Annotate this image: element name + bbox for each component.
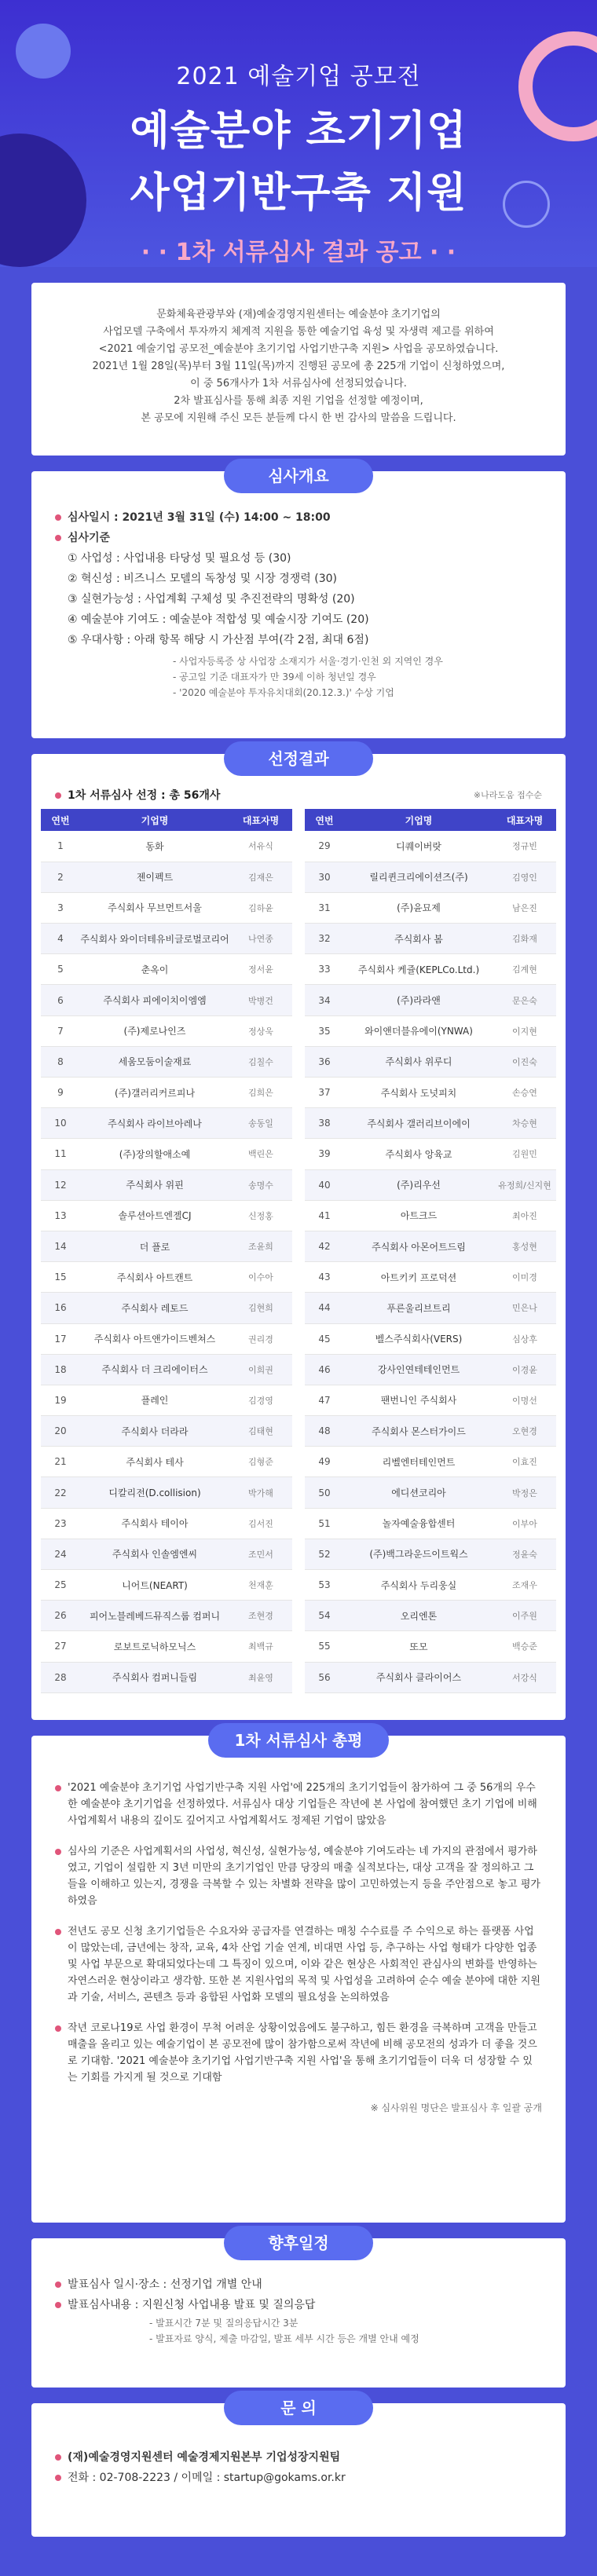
table-row — [305, 831, 556, 862]
section-title-contact: 문 의 — [224, 2391, 373, 2425]
comment-paragraph: 심사의 기준은 사업계획서의 사업성, 혁신성, 실현가능성, 예술분야 기여도라는 네 가지의 관점에서 평가하였고, 기업이 설립한 지 3년 미만의 초기기업인 만큼 당장의 매출 실적보다는, 대상 고객을 잘 정의하고 그들을 이해하고 있는지, 경쟁을 극복할 수 있는 차별화 전략을 많이 고민하였는지 등을 주안점으로 놓고 평가하였음 — [55, 1843, 542, 1909]
comment-paragraph: 작년 코로나19로 사업 환경이 무척 어려운 상황이었음에도 불구하고, 힘든 환경을 극복하며 고객을 만들고 매출을 올리고 있는 예술기업이 본 공모전에 많이 참가함으로써 작년에 비해 공모전의 성과가 더 좋을 것으로 기대함. '2021 예술분야 초기기업 사업기반구축 지원 사업'을 통해 초기기업들이 더욱 더 성장할 수 있는 기회를 가지게 될 것으로 기대함 — [55, 2020, 542, 2086]
cell-company: 주식회사 인솔엠엔씨 — [80, 1539, 229, 1569]
cell-ceo: 최윤영 — [229, 1662, 292, 1692]
cell-ceo: 차승현 — [493, 1108, 556, 1139]
cell-no: 7 — [41, 1015, 80, 1046]
criteria-list — [55, 548, 542, 650]
hero-subtitle: 2021 예술기업 공모전 — [176, 63, 421, 90]
col-ceo: 대표자명 — [229, 809, 292, 831]
cell-ceo: 신정홍 — [229, 1200, 292, 1231]
cell-no: 31 — [305, 892, 344, 923]
cell-no: 48 — [305, 1416, 344, 1447]
table-row — [305, 1139, 556, 1169]
cell-no: 40 — [305, 1169, 344, 1200]
table-row — [305, 1354, 556, 1385]
cell-no: 17 — [41, 1323, 80, 1354]
review-criteria-title: 심사기준 — [55, 528, 542, 548]
cell-ceo: 조재우 — [493, 1570, 556, 1601]
cell-company: 주식회사 아트캔트 — [80, 1262, 229, 1293]
cell-no: 45 — [305, 1323, 344, 1354]
table-row — [305, 1169, 556, 1200]
cell-ceo: 김원민 — [493, 1139, 556, 1169]
cell-ceo: 이명선 — [493, 1385, 556, 1415]
cell-no: 52 — [305, 1539, 344, 1569]
cell-company: 리벨엔터테인먼트 — [344, 1447, 493, 1477]
cell-no: 3 — [41, 892, 80, 923]
table-row — [305, 892, 556, 923]
cell-ceo: 송명수 — [229, 1169, 292, 1200]
table-row — [305, 1662, 556, 1692]
hero-result: · · 1차 서류심사 결과 공고 · · — [141, 239, 456, 266]
comments-footnote: ※ 심사위원 명단은 발표심사 후 일괄 공개 — [370, 2102, 542, 2113]
cell-ceo: 이경윤 — [493, 1354, 556, 1385]
cell-company: 주식회사 클라이어스 — [344, 1662, 493, 1692]
hero-title-1: 예술분야 초기기업 — [130, 108, 467, 155]
cell-company: 디퀘이버랏 — [344, 831, 493, 862]
cell-company: 주식회사 도넛피치 — [344, 1078, 493, 1108]
comments-card — [31, 1731, 566, 2223]
bullet-icon — [55, 1849, 61, 1855]
cell-no: 54 — [305, 1601, 344, 1631]
table-row — [305, 1601, 556, 1631]
cell-ceo: 김화재 — [493, 924, 556, 954]
selection-table-right — [305, 809, 556, 1693]
table-row — [305, 1416, 556, 1447]
review-content — [55, 507, 542, 701]
review-card — [31, 467, 566, 738]
cell-no: 18 — [41, 1354, 80, 1385]
hero-banner — [0, 0, 597, 267]
cell-company: 피어노블레베드뮤직스룹 컴퍼니 — [80, 1601, 229, 1631]
selection-note: ※나라도움 접수순 — [473, 790, 542, 800]
cell-ceo: 이주원 — [493, 1601, 556, 1631]
cell-no: 2 — [41, 862, 80, 892]
cell-company: 주식회사 몬스터가이드 — [344, 1416, 493, 1447]
cell-ceo: 유정희/신지현 — [493, 1169, 556, 1200]
cell-company: 주식회사 레토드 — [80, 1293, 229, 1323]
table-row — [41, 1631, 292, 1662]
cell-ceo: 이희권 — [229, 1354, 292, 1385]
schedule-note: - 발표시간 7분 및 질의응답시간 3분 — [149, 2318, 298, 2329]
table-row — [41, 1508, 292, 1539]
cell-no: 5 — [41, 954, 80, 985]
cell-no: 14 — [41, 1231, 80, 1261]
cell-ceo: 서유식 — [229, 831, 292, 862]
cell-company: 주식회사 더라라 — [80, 1416, 229, 1447]
table-row — [305, 1477, 556, 1508]
table-row — [41, 924, 292, 954]
cell-no: 41 — [305, 1200, 344, 1231]
cell-ceo: 김태현 — [229, 1416, 292, 1447]
cell-ceo: 조윤희 — [229, 1231, 292, 1261]
cell-no: 26 — [41, 1601, 80, 1631]
cell-no: 33 — [305, 954, 344, 985]
cell-company: (주)라라앤 — [344, 985, 493, 1015]
cell-no: 6 — [41, 985, 80, 1015]
cell-company: 세움모둠이술재료 — [80, 1046, 229, 1077]
cell-company: 주식회사 컴퍼니들림 — [80, 1662, 229, 1692]
table-row — [41, 1200, 292, 1231]
cell-ceo: 이미경 — [493, 1262, 556, 1293]
cell-company: 팬번니인 주식회사 — [344, 1385, 493, 1415]
cell-ceo: 김영인 — [493, 862, 556, 892]
cell-ceo: 나연종 — [229, 924, 292, 954]
cell-ceo: 박가해 — [229, 1477, 292, 1508]
bullet-icon — [55, 2302, 61, 2308]
table-row — [305, 954, 556, 985]
cell-company: 주식회사 앙육교 — [344, 1139, 493, 1169]
table-row — [305, 1078, 556, 1108]
table-row — [41, 1662, 292, 1692]
cell-no: 20 — [41, 1416, 80, 1447]
cell-ceo: 최백규 — [229, 1631, 292, 1662]
cell-company: (주)제로나인즈 — [80, 1015, 229, 1046]
cell-no: 27 — [41, 1631, 80, 1662]
cell-no: 15 — [41, 1262, 80, 1293]
cell-ceo: 민은나 — [493, 1293, 556, 1323]
cell-no: 10 — [41, 1108, 80, 1139]
cell-ceo: 조민서 — [229, 1539, 292, 1569]
cell-company: 오리엔톤 — [344, 1601, 493, 1631]
cell-company: 솔루션아트엔젤CJ — [80, 1200, 229, 1231]
criteria-item: ④ 예술분야 기여도 : 예술분야 적합성 및 예술시장 기여도 (20) — [68, 613, 369, 626]
cell-company: (주)갤러리커르피나 — [80, 1078, 229, 1108]
cell-ceo: 오현경 — [493, 1416, 556, 1447]
cell-company: (주)장의할애소예 — [80, 1139, 229, 1169]
cell-no: 35 — [305, 1015, 344, 1046]
cell-company: 더 플로 — [80, 1231, 229, 1261]
table-row — [41, 1477, 292, 1508]
cell-no: 25 — [41, 1570, 80, 1601]
table-row — [41, 1108, 292, 1139]
cell-ceo: 이지현 — [493, 1015, 556, 1046]
cell-ceo: 이효진 — [493, 1447, 556, 1477]
cell-no: 36 — [305, 1046, 344, 1077]
table-row — [41, 1323, 292, 1354]
cell-ceo: 백린은 — [229, 1139, 292, 1169]
cell-ceo: 이부아 — [493, 1508, 556, 1539]
cell-no: 47 — [305, 1385, 344, 1415]
cell-ceo: 최아진 — [493, 1200, 556, 1231]
comment-paragraph: 전년도 공모 신청 초기기업들은 수요자와 공급자를 연결하는 매칭 수수료를 주 수익으로 하는 플랫폼 사업이 많았는데, 금년에는 창작, 교육, 4차 산업 기술 연계, 비대면 사업 등, 추구하는 사업 형태가 다양한 업종 및 사업 부문으로 확대되었다는데 그 특징이 있으며, 이와 같은 현상은 사회적인 관심사의 변화를 반영하는 자연스러운 현상이라고 생각함. 또한 본 지원사업의 목적 및 사업성을 고려하여 순수 예술 분야에 대한 지원과 기술, 서비스, 콘텐츠 등과 융합된 사업화 모델의 필요성을 논의하였음 — [55, 1923, 542, 2006]
table-row — [305, 1200, 556, 1231]
table-row — [305, 1323, 556, 1354]
col-company: 기업명 — [80, 809, 229, 831]
cell-ceo: 김서진 — [229, 1508, 292, 1539]
schedule-content — [55, 2274, 542, 2347]
cell-company: 주식회사 케쥴(KEPLCo.Ltd.) — [344, 954, 493, 985]
cell-no: 51 — [305, 1508, 344, 1539]
bullet-icon — [55, 792, 61, 799]
cell-ceo: 박병건 — [229, 985, 292, 1015]
table-row — [305, 1015, 556, 1046]
cell-company: 주식회사 와이더테유비글로벌코리어 — [80, 924, 229, 954]
criteria-item: ⑤ 우대사항 : 아래 항목 해당 시 가산점 부여(각 2점, 최대 6점) — [68, 634, 369, 646]
table-row — [41, 954, 292, 985]
cell-no: 22 — [41, 1477, 80, 1508]
cell-no: 16 — [41, 1293, 80, 1323]
contact-phone: 전화 : 02-708-2223 / 이메일 : startup@gokams.or.kr — [55, 2468, 542, 2488]
cell-no: 23 — [41, 1508, 80, 1539]
cell-ceo: 정서윤 — [229, 954, 292, 985]
bullet-icon — [55, 514, 61, 521]
bullet-icon — [55, 1785, 61, 1791]
table-row — [41, 1601, 292, 1631]
cell-ceo: 이수아 — [229, 1262, 292, 1293]
schedule-card — [31, 2234, 566, 2388]
cell-no: 53 — [305, 1570, 344, 1601]
cell-company: (주)리우선 — [344, 1169, 493, 1200]
selection-count: 1차 서류심사 선정 : 총 56개사 — [55, 787, 220, 803]
schedule-item: 발표심사 일시·장소 : 선정기업 개별 안내 — [55, 2274, 542, 2295]
table-row — [305, 985, 556, 1015]
table-row — [305, 1231, 556, 1261]
criteria-notes — [55, 653, 542, 701]
cell-company: 젠이펙트 — [80, 862, 229, 892]
cell-company: 주식회사 아트앤가이드벤쳐스 — [80, 1323, 229, 1354]
cell-no: 29 — [305, 831, 344, 862]
col-no: 연번 — [305, 809, 344, 831]
cell-company: 주식회사 무브먼트서울 — [80, 892, 229, 923]
cell-ceo: 심상후 — [493, 1323, 556, 1354]
cell-no: 43 — [305, 1262, 344, 1293]
cell-ceo: 김재은 — [229, 862, 292, 892]
table-row — [41, 1385, 292, 1415]
cell-ceo: 문은숙 — [493, 985, 556, 1015]
cell-company: 강사인연테테인먼트 — [344, 1354, 493, 1385]
intro-line: 2021년 1월 28일(목)부터 3월 11일(목)까지 진행된 공모에 총 225개 기업이 신청하였으며, — [92, 360, 505, 372]
table-row — [41, 1262, 292, 1293]
contact-content — [55, 2447, 542, 2488]
cell-no: 32 — [305, 924, 344, 954]
table-row — [41, 1416, 292, 1447]
cell-ceo: 김희은 — [229, 1078, 292, 1108]
cell-company: 에디션코리아 — [344, 1477, 493, 1508]
table-row — [41, 1046, 292, 1077]
col-no: 연번 — [41, 809, 80, 831]
bullet-icon — [55, 1929, 61, 1935]
cell-ceo: 천재훈 — [229, 1570, 292, 1601]
criteria-note: - '2020 예술분야 투자유치대회(20.12.3.)' 수상 기업 — [173, 687, 394, 698]
col-company: 기업명 — [344, 809, 493, 831]
table-row — [305, 1108, 556, 1139]
cell-no: 44 — [305, 1293, 344, 1323]
intro-line: 사업모델 구축에서 투자까지 체계적 지원을 통한 예술기업 육성 및 자생력 제고를 위하여 — [103, 326, 494, 338]
table-row — [305, 924, 556, 954]
intro-line: <2021 예술기업 공모전_예술분야 초기기업 사업기반구축 지원> 사업을 공모하였습니다. — [98, 343, 499, 355]
table-row — [305, 1631, 556, 1662]
cell-no: 37 — [305, 1078, 344, 1108]
cell-ceo: 손승연 — [493, 1078, 556, 1108]
cell-ceo: 김현희 — [229, 1293, 292, 1323]
cell-company: 주식회사 위루디 — [344, 1046, 493, 1077]
schedule-item: 발표심사내용 : 지원신청 사업내용 발표 및 질의응답 — [55, 2295, 542, 2315]
table-row — [305, 1447, 556, 1477]
cell-company: 또모 — [344, 1631, 493, 1662]
bullet-icon — [55, 2475, 61, 2481]
cell-ceo: 정상욱 — [229, 1015, 292, 1046]
cell-no: 38 — [305, 1108, 344, 1139]
cell-no: 8 — [41, 1046, 80, 1077]
cell-ceo: 김하윤 — [229, 892, 292, 923]
table-row — [41, 1231, 292, 1261]
cell-ceo: 서강식 — [493, 1662, 556, 1692]
cell-no: 28 — [41, 1662, 80, 1692]
cell-company: 아트크드 — [344, 1200, 493, 1231]
table-row — [41, 1139, 292, 1169]
table-row — [305, 1539, 556, 1569]
col-ceo: 대표자명 — [493, 809, 556, 831]
cell-no: 39 — [305, 1139, 344, 1169]
table-row — [41, 892, 292, 923]
cell-company: (주)윤묘제 — [344, 892, 493, 923]
table-row — [41, 1539, 292, 1569]
table-row — [41, 862, 292, 892]
table-row — [305, 1046, 556, 1077]
section-title-comments: 1차 서류심사 총평 — [208, 1723, 389, 1758]
cell-company: 주식회사 아몬어트드림 — [344, 1231, 493, 1261]
table-row — [41, 1015, 292, 1046]
cell-ceo: 김칠수 — [229, 1046, 292, 1077]
cell-no: 11 — [41, 1139, 80, 1169]
schedule-note: - 발표자료 양식, 제출 마감일, 발표 세부 시간 등은 개별 안내 예정 — [149, 2333, 419, 2344]
cell-company: 주식회사 라이브아레나 — [80, 1108, 229, 1139]
table-row — [305, 862, 556, 892]
cell-no: 34 — [305, 985, 344, 1015]
table-row — [41, 1354, 292, 1385]
intro-line: 이 중 56개사가 1차 서류심사에 선정되었습니다. — [190, 378, 407, 390]
intro-card — [31, 283, 566, 456]
cell-ceo: 김계현 — [493, 954, 556, 985]
table-row — [41, 1447, 292, 1477]
cell-no: 46 — [305, 1354, 344, 1385]
cell-company: 주식회사 피에이치이엠엠 — [80, 985, 229, 1015]
cell-company: 푸른울리브트리 — [344, 1293, 493, 1323]
bullet-icon — [55, 2281, 61, 2288]
bullet-icon — [55, 535, 61, 541]
cell-ceo: 백승준 — [493, 1631, 556, 1662]
cell-company: 주식회사 두리웅실 — [344, 1570, 493, 1601]
intro-line: 2차 발표심사를 통해 최종 지원 기업을 선정할 예정이며, — [174, 395, 423, 407]
cell-company: 춘옥이 — [80, 954, 229, 985]
criteria-item: ② 혁신성 : 비즈니스 모델의 독창성 및 시장 경쟁력 (30) — [68, 573, 338, 585]
cell-company: 주식회사 테이아 — [80, 1508, 229, 1539]
selection-table-left — [41, 809, 292, 1693]
criteria-item: ① 사업성 : 사업내용 타당성 및 필요성 등 (30) — [68, 552, 291, 565]
section-title-selection: 선정결과 — [224, 741, 373, 776]
contact-org: (재)예술경영지원센터 예술경제지원본부 기업성장지원팀 — [55, 2447, 542, 2468]
intro-line: 문화체육관광부와 (재)예술경영지원센터는 예술분야 초기기업의 — [156, 309, 441, 320]
section-title-review: 심사개요 — [224, 459, 373, 493]
cell-company: (주)백그라운드이트웍스 — [344, 1539, 493, 1569]
cell-no: 56 — [305, 1662, 344, 1692]
cell-company: 니어트(NEART) — [80, 1570, 229, 1601]
comment-paragraph: '2021 예술분야 초기기업 사업기반구축 지원 사업'에 225개의 초기기업들이 참가하여 그 중 56개의 우수한 예술분야 초기기업을 선정하였다. 서류심사 대상 기업들은 작년에 본 사업에 참여했던 초기 기업에 비해 사업계획서 내용의 깊이도 깊어지고 사업계획서도 정제된 기업이 많았음 — [55, 1780, 542, 1829]
cell-company: 주식회사 테사 — [80, 1447, 229, 1477]
cell-no: 13 — [41, 1200, 80, 1231]
criteria-note: - 사업자등록증 상 사업장 소재지가 서울·경기·인천 외 지역인 경우 — [173, 656, 443, 667]
cell-no: 42 — [305, 1231, 344, 1261]
cell-company: 동화 — [80, 831, 229, 862]
cell-company: 주식회사 봄 — [344, 924, 493, 954]
cell-company: 플레인 — [80, 1385, 229, 1415]
contact-card — [31, 2399, 566, 2537]
deco-circle-light — [16, 24, 71, 79]
table-row — [305, 1570, 556, 1601]
cell-company: 놀자예술융합센터 — [344, 1508, 493, 1539]
cell-company: 벨스주식회사(VERS) — [344, 1323, 493, 1354]
table-row — [41, 1078, 292, 1108]
schedule-notes — [55, 2315, 542, 2347]
table-row — [305, 1508, 556, 1539]
cell-ceo: 이진숙 — [493, 1046, 556, 1077]
table-row — [41, 1570, 292, 1601]
cell-company: 주식회사 위핀 — [80, 1169, 229, 1200]
cell-no: 55 — [305, 1631, 344, 1662]
cell-no: 24 — [41, 1539, 80, 1569]
cell-ceo: 김형준 — [229, 1447, 292, 1477]
cell-no: 1 — [41, 831, 80, 862]
cell-ceo: 박정은 — [493, 1477, 556, 1508]
deco-circle-outline — [503, 181, 550, 228]
table-row — [305, 1293, 556, 1323]
cell-ceo: 정규빈 — [493, 831, 556, 862]
table-row — [41, 831, 292, 862]
review-date: 심사일시 : 2021년 3월 31일 (수) 14:00 ~ 18:00 — [55, 507, 542, 528]
cell-no: 21 — [41, 1447, 80, 1477]
cell-ceo: 조현경 — [229, 1601, 292, 1631]
intro-line: 본 공모에 지원해 주신 모든 분들께 다시 한 번 감사의 말씀을 드립니다. — [141, 412, 456, 424]
cell-no: 30 — [305, 862, 344, 892]
cell-no: 49 — [305, 1447, 344, 1477]
cell-company: 와이앤더블유에이(YNWA) — [344, 1015, 493, 1046]
cell-ceo: 권리경 — [229, 1323, 292, 1354]
cell-no: 12 — [41, 1169, 80, 1200]
hero-title-2: 사업기반구축 지원 — [130, 170, 467, 217]
cell-ceo: 정윤숙 — [493, 1539, 556, 1569]
cell-company: 아트키키 프로덕션 — [344, 1262, 493, 1293]
criteria-item: ③ 실현가능성 : 사업계획 구체성 및 추진전략의 명확성 (20) — [68, 593, 355, 606]
table-row — [305, 1262, 556, 1293]
cell-ceo: 송동일 — [229, 1108, 292, 1139]
comments-content — [55, 1780, 542, 2116]
criteria-note: - 공고일 기준 대표자가 만 39세 이하 청년일 경우 — [173, 671, 376, 682]
cell-no: 50 — [305, 1477, 344, 1508]
cell-ceo: 홍성현 — [493, 1231, 556, 1261]
cell-ceo: 김경영 — [229, 1385, 292, 1415]
selection-card — [31, 749, 566, 1720]
bullet-icon — [55, 2025, 61, 2032]
table-row — [41, 1293, 292, 1323]
table-row — [305, 1385, 556, 1415]
cell-company: 주식회사 더 크리에이터스 — [80, 1354, 229, 1385]
cell-company: 로보트로닉하모닉스 — [80, 1631, 229, 1662]
cell-company: 릴리퀸크리에이션즈(주) — [344, 862, 493, 892]
cell-company: 디칼리전(D.collision) — [80, 1477, 229, 1508]
cell-ceo: 남은진 — [493, 892, 556, 923]
bullet-icon — [55, 2454, 61, 2461]
section-title-schedule: 향후일정 — [224, 2226, 373, 2260]
cell-no: 4 — [41, 924, 80, 954]
table-row — [41, 985, 292, 1015]
cell-no: 19 — [41, 1385, 80, 1415]
table-row — [41, 1169, 292, 1200]
cell-company: 주식회사 갤러리브이에이 — [344, 1108, 493, 1139]
cell-no: 9 — [41, 1078, 80, 1108]
